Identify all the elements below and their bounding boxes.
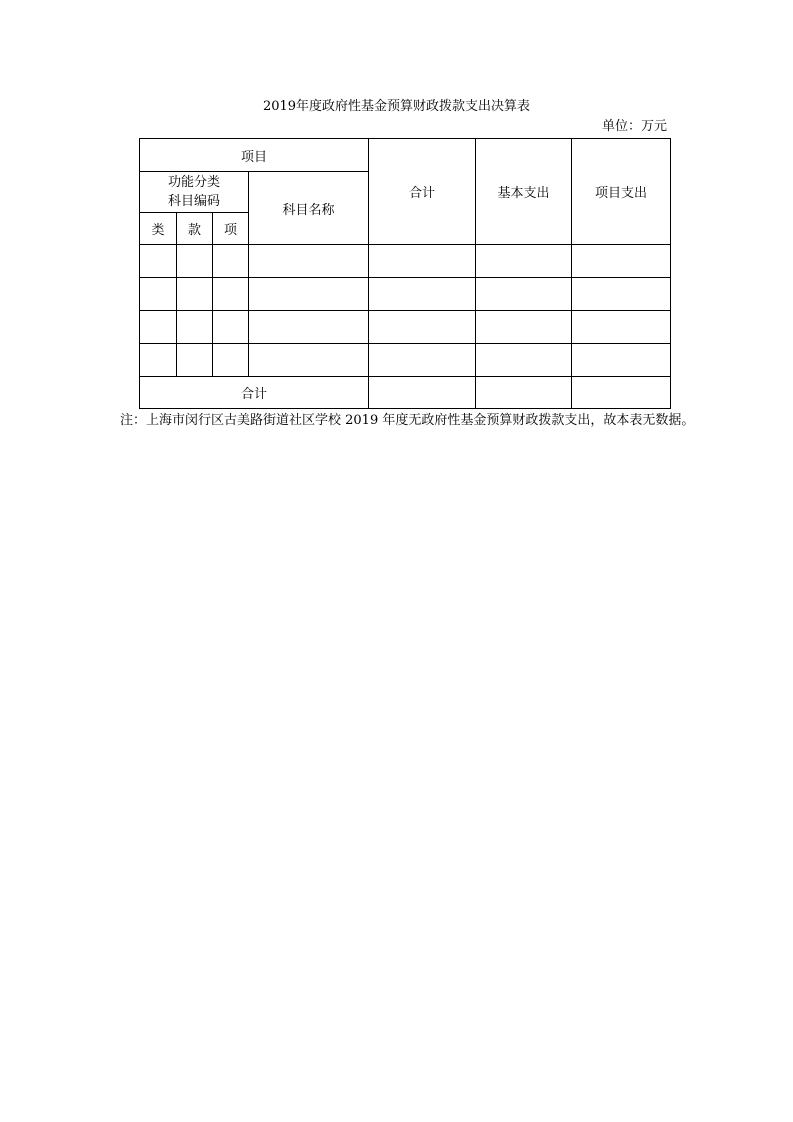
header-item: 项目 <box>140 139 369 172</box>
header-subject-name: 科目名称 <box>249 172 369 245</box>
total-label: 合计 <box>140 377 369 409</box>
cell-subject-name <box>249 245 369 278</box>
table-row <box>140 278 671 311</box>
total-value <box>369 377 476 409</box>
total-project-expense <box>572 377 671 409</box>
cell-section <box>177 278 213 311</box>
header-class: 类 <box>140 213 177 245</box>
cell-total <box>369 245 476 278</box>
cell-basic-expense <box>476 278 572 311</box>
cell-project-expense <box>572 278 671 311</box>
cell-basic-expense <box>476 311 572 344</box>
cell-entry <box>213 245 249 278</box>
cell-subject-name <box>249 311 369 344</box>
cell-subject-name <box>249 344 369 377</box>
total-row <box>140 377 671 409</box>
header-basic-expense: 基本支出 <box>476 139 572 245</box>
header-section: 款 <box>177 213 213 245</box>
table-row <box>140 245 671 278</box>
document-title: 2019年度政府性基金预算财政拨款支出决算表 <box>262 99 531 114</box>
cell-entry <box>213 311 249 344</box>
cell-subject-name <box>249 278 369 311</box>
cell-total <box>369 311 476 344</box>
cell-basic-expense <box>476 245 572 278</box>
cell-class <box>140 278 177 311</box>
cell-entry <box>213 278 249 311</box>
expenditure-table <box>139 138 671 409</box>
total-basic-expense <box>476 377 572 409</box>
cell-project-expense <box>572 245 671 278</box>
cell-section <box>177 344 213 377</box>
cell-section <box>177 245 213 278</box>
cell-section <box>177 311 213 344</box>
unit-label: 单位：万元 <box>601 119 667 134</box>
cell-entry <box>213 344 249 377</box>
header-total: 合计 <box>369 139 476 245</box>
table-row <box>140 311 671 344</box>
table-row <box>140 344 671 377</box>
header-function-code: 功能分类 科目编码 <box>140 172 249 213</box>
cell-class <box>140 344 177 377</box>
cell-total <box>369 344 476 377</box>
cell-class <box>140 311 177 344</box>
cell-total <box>369 278 476 311</box>
cell-basic-expense <box>476 344 572 377</box>
cell-project-expense <box>572 311 671 344</box>
footnote: 注：上海市闵行区古美路街道社区学校 2019 年度无政府性基金预算财政拨款支出，故本表无数据。 <box>120 413 695 428</box>
header-entry: 项 <box>213 213 249 245</box>
cell-class <box>140 245 177 278</box>
cell-project-expense <box>572 344 671 377</box>
header-project-expense: 项目支出 <box>572 139 671 245</box>
